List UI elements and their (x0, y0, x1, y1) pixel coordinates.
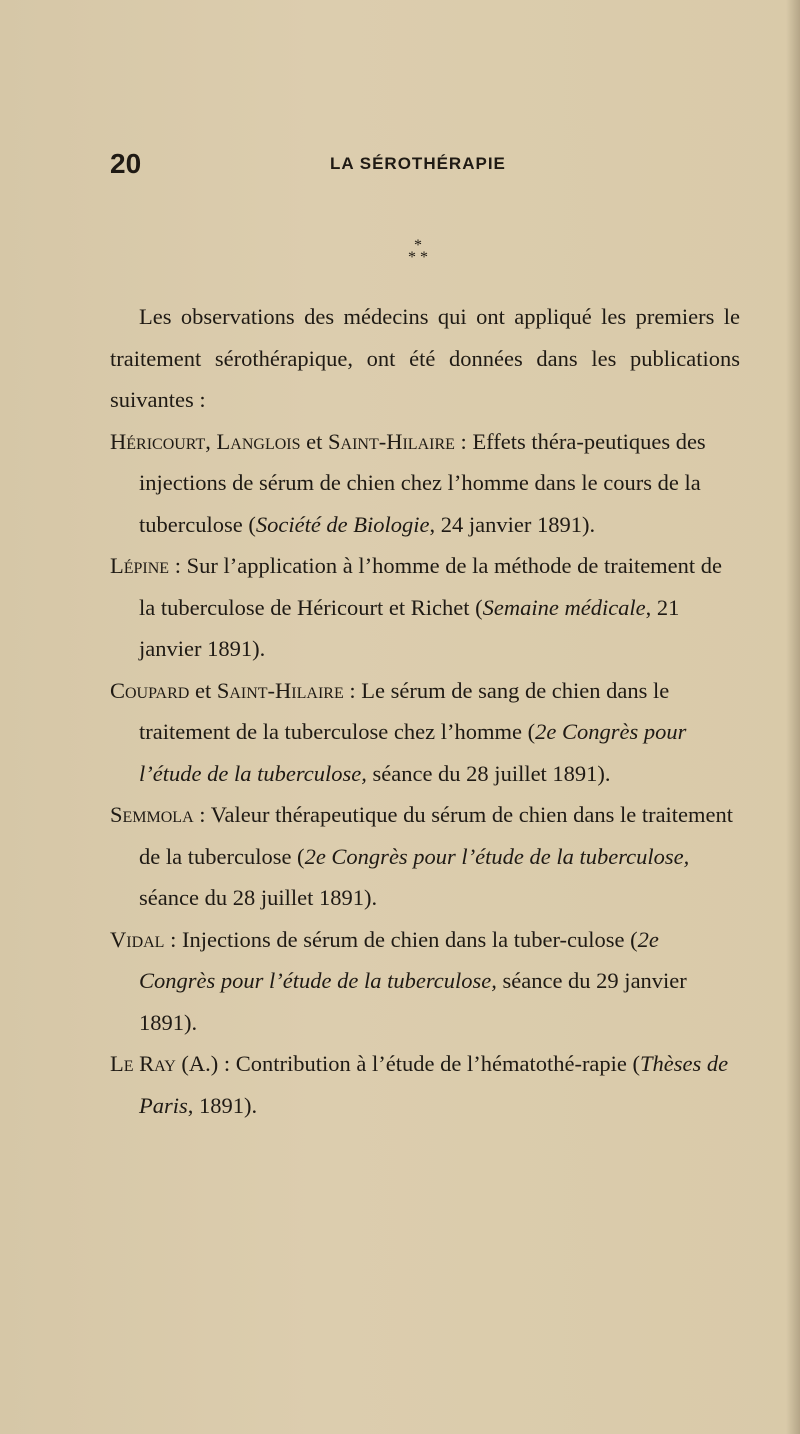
entry-tail: séance du 29 janvier 1891). (139, 968, 687, 1035)
bibliography-entry (110, 545, 740, 670)
entry-joiner: et (189, 677, 217, 703)
bibliography-entry (110, 670, 740, 795)
entry-title: Contribution à l’étude de l’hématothé-rapie ( (235, 1051, 641, 1076)
entry-separator: (A.) : (175, 1051, 236, 1076)
entry-separator: : (193, 802, 211, 827)
entry-authors-2: Saint-Hilaire (216, 677, 344, 703)
entry-authors: Vidal (110, 926, 165, 952)
bibliography-entry (110, 919, 740, 1044)
page-number: 20 (110, 148, 142, 179)
bibliography-entry (110, 421, 740, 546)
entry-separator: : (454, 428, 473, 454)
running-title: LA SÉROTHÉRAPIE (330, 154, 506, 173)
entry-source: Thèses de Paris (139, 1051, 729, 1118)
entry-tail: , 1891). (187, 1092, 258, 1118)
entry-source: Société de Biologie (255, 511, 430, 537)
asterism: * * * (408, 237, 428, 266)
entry-joiner: et (300, 428, 329, 454)
page-edge-shadow (786, 0, 800, 1434)
entry-tail: , 21 janvier 1891). (139, 594, 680, 661)
entry-separator: : (343, 677, 362, 703)
entry-authors: Lépine (110, 553, 170, 578)
bibliography-entry (110, 794, 740, 919)
entry-title: Injections de sérum de chien dans la tuber-culose ( (181, 926, 638, 952)
entry-authors: Le Ray (110, 1051, 176, 1076)
entry-source: 2e Congrès pour l’étude de la tuberculose, (139, 926, 659, 993)
entry-title: Sur l’application à l’homme de la méthode de traitement de la tuberculose de Héricourt et Richet ( (139, 553, 723, 620)
body-text (110, 296, 740, 1126)
entry-separator: : (164, 926, 182, 952)
entry-source: Semaine médicale (482, 594, 646, 620)
entry-title: Le sérum de sang de chien dans le traitement de la tuberculose chez l’homme ( (139, 677, 670, 744)
intro-paragraph: Les observations des médecins qui ont appliqué les premiers le traitement sérothérapique, ont été données dans les publications suivantes : (110, 304, 740, 412)
entry-source: 2e Congrès pour l’étude de la tuberculose, (304, 843, 690, 869)
entry-separator: : (169, 553, 187, 578)
entry-tail: séance du 28 juillet 1891). (139, 885, 378, 910)
entry-title: Valeur thérapeutique du sérum de chien dans le traitement de la tuberculose ( (139, 802, 734, 869)
entry-authors: Héricourt, Langlois (110, 428, 301, 454)
entry-authors: Semmola (110, 802, 194, 827)
entry-source: 2e Congrès pour l’étude de la tuberculose, (139, 719, 687, 786)
entry-tail: séance du 28 juillet 1891). (366, 760, 611, 786)
bibliography-entry (110, 1043, 740, 1126)
entry-authors: Coupard (110, 677, 190, 703)
entry-title: Effets théra-peutiques des injections de sérum de chien chez l’homme dans le cours de la tuberculose ( (139, 428, 706, 537)
entry-authors-2: Saint-Hilaire (328, 428, 455, 454)
running-head (110, 148, 770, 180)
entry-tail: , 24 janvier 1891). (429, 511, 596, 537)
